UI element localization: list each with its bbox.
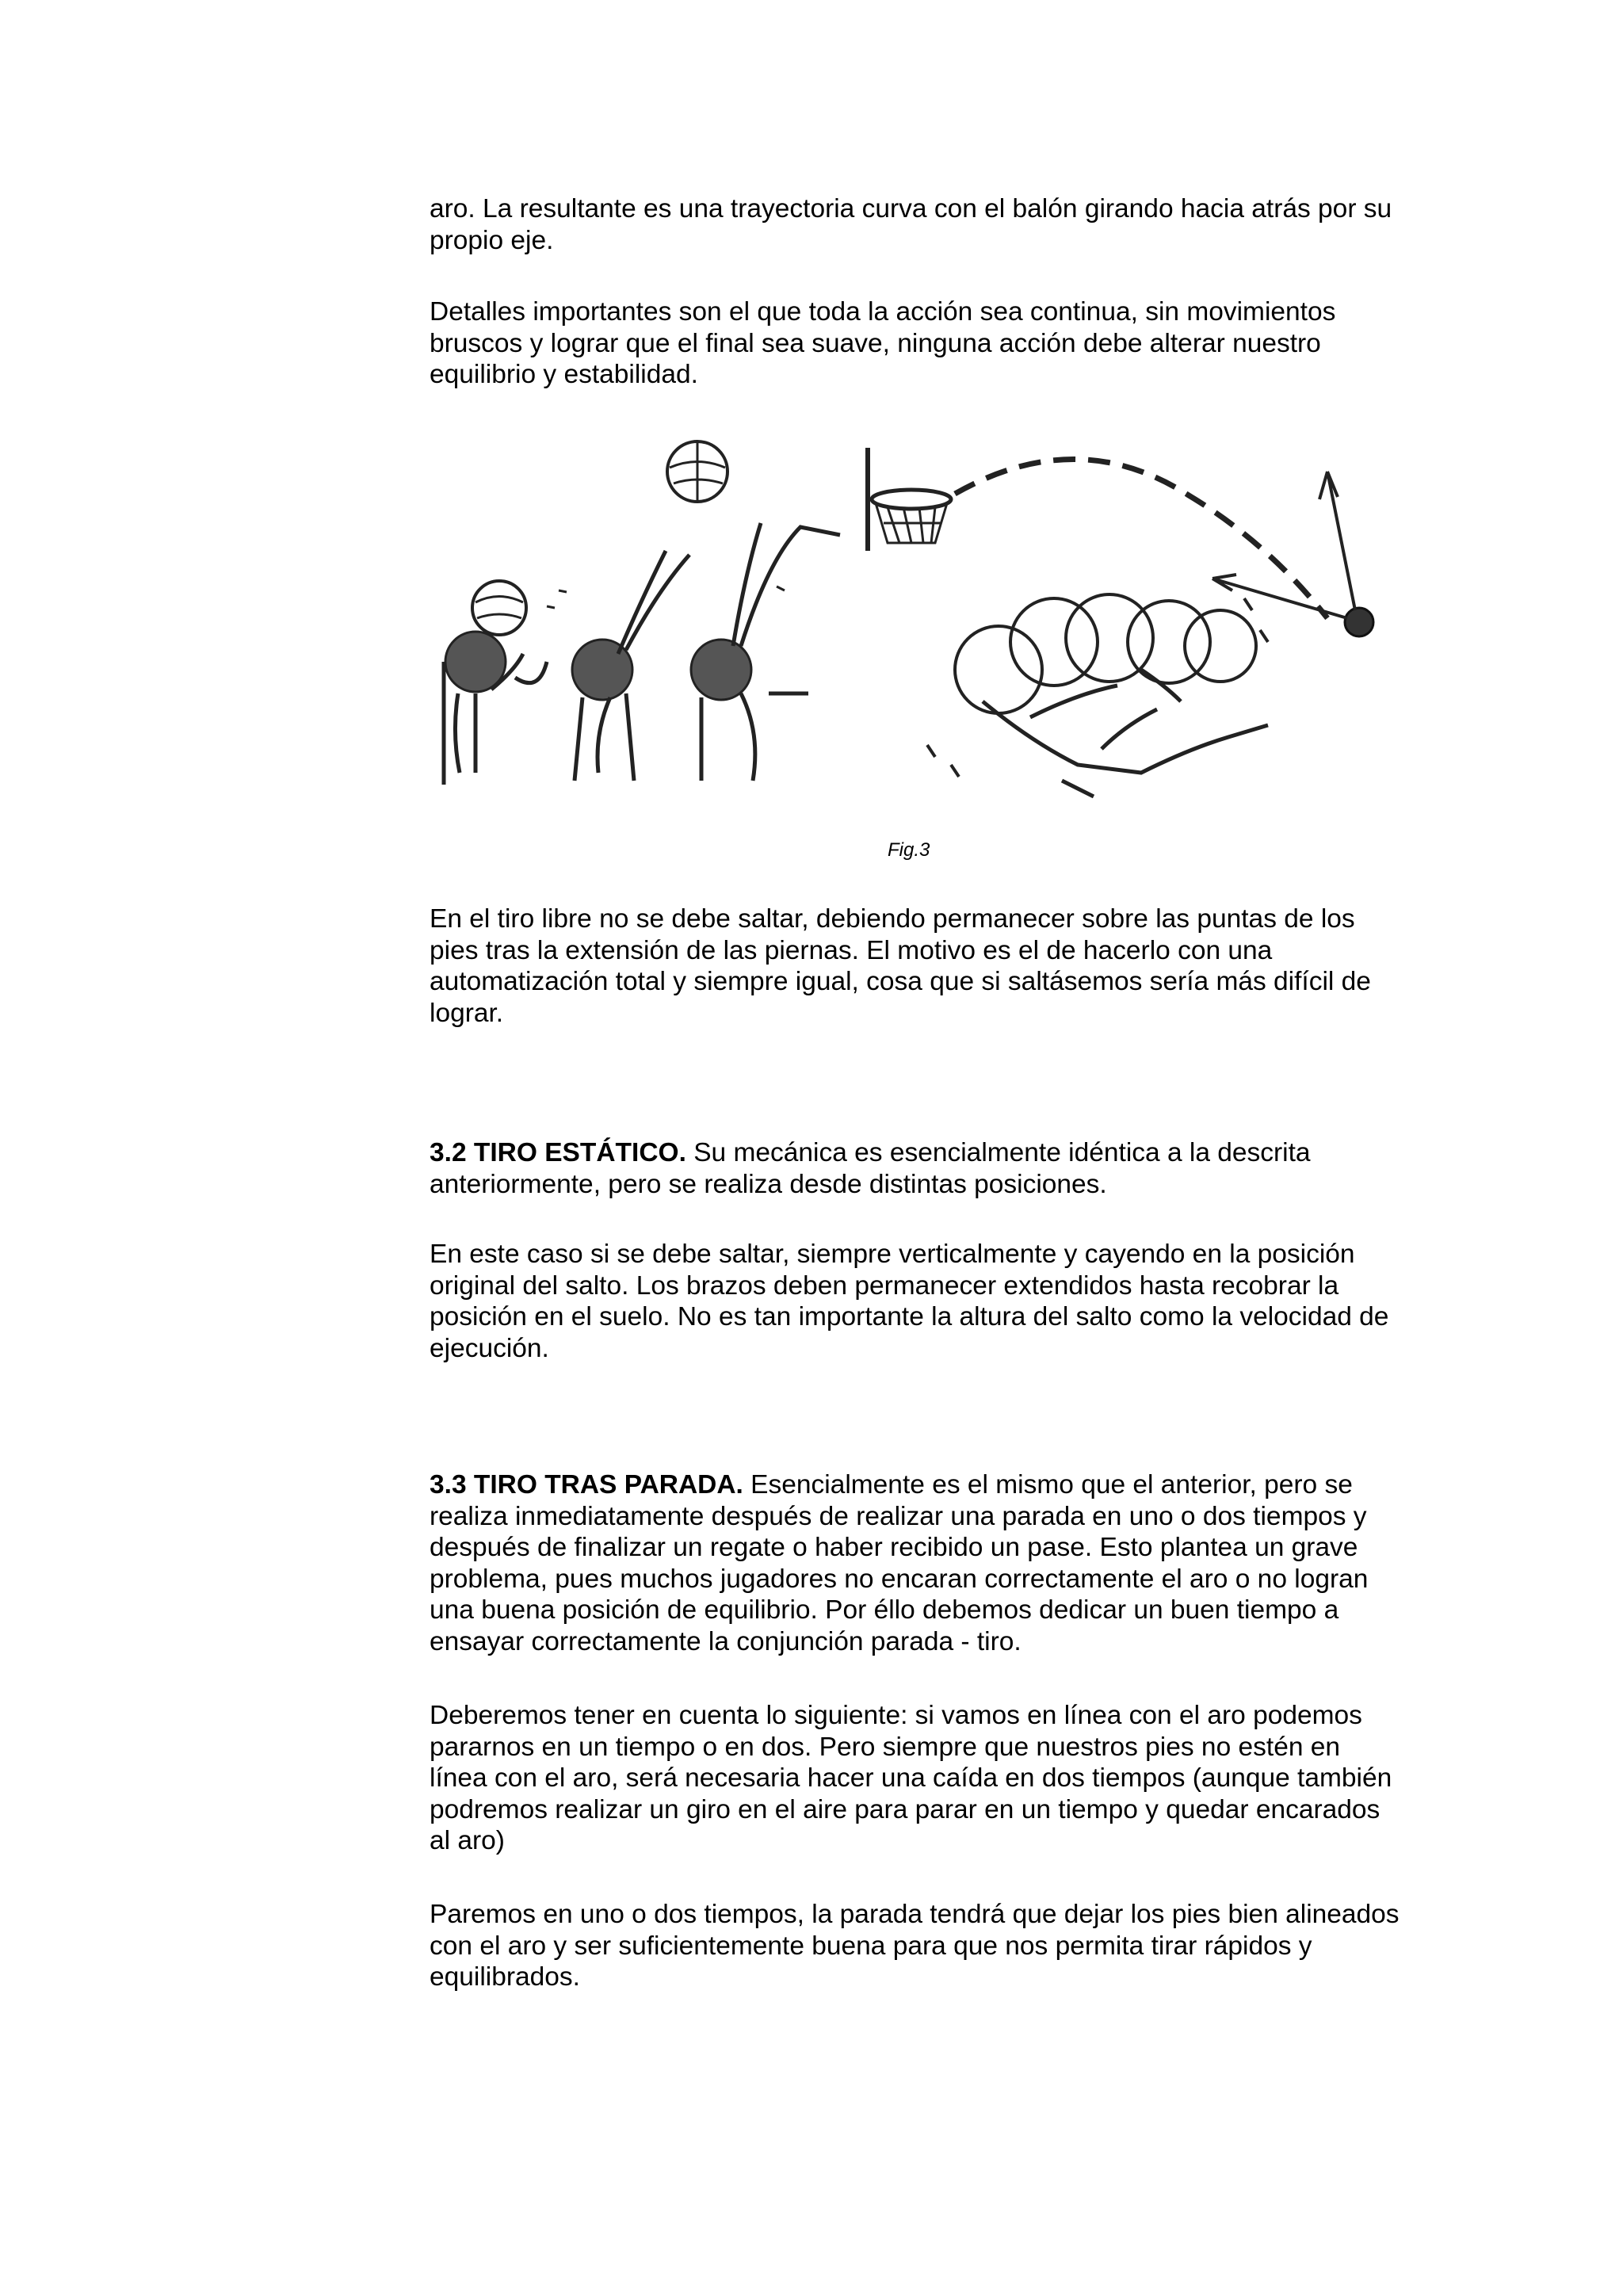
section-heading-32: 3.2 TIRO ESTÁTICO. xyxy=(430,1138,686,1167)
section-heading-33: 3.3 TIRO TRAS PARADA. xyxy=(430,1470,743,1499)
paragraph-intro: aro. La resultante es una trayectoria curva con el balón girando hacia atrás por su propio eje. xyxy=(430,194,1392,255)
basket-drawing xyxy=(868,448,951,551)
section-tiro-estatico xyxy=(430,1137,1404,1200)
paragraph-details: Detalles importantes son el que toda la acción sea continua, sin movimientos bruscos y lograr que el final sea suave, ninguna acción debe alterar nuestro equilibrio y estabilidad. xyxy=(430,297,1336,389)
figure-illustration xyxy=(428,432,1411,804)
section-text-33: Esencialmente es el mismo que el anterior, pero se realiza inmediatamente después de realizar una parada en uno o dos tiempos y después de finalizar un regate o haber recibido un pase. Esto plantea un grave problema, pues muchos jugadores no encaran correctamente el aro o no logran una buena posición de equilibrio. Por éllo debemos dedicar un buen tiempo a ensayar correctamente la conjunción parada - tiro. xyxy=(430,1470,1369,1656)
paragraph-considerations: Deberemos tener en cuenta lo siguiente: si vamos en línea con el aro podemos pararnos en un tiempo o en dos. Pero siempre que nuestros pies no estén en línea con el aro, será necesaria hacer una caída en dos tiempos (aunque también podremos realizar un giro en el aire para parar en un tiempo y quedar encarados al aro) xyxy=(430,1701,1392,1855)
paragraph-stop: Paremos en uno o dos tiempos, la parada tendrá que dejar los pies bien alineados con el aro y ser suficientemente buena para que nos permita tirar rápidos y equilibrados. xyxy=(430,1900,1400,1992)
paragraph-free-throw: En el tiro libre no se debe saltar, debiendo permanecer sobre las puntas de los pies tras la extensión de las piernas. El motivo es el de hacerlo con una automatización total y siempre igual, cosa que si saltásemos sería más difícil de lograr. xyxy=(430,904,1371,1028)
figure-caption: Fig.3 xyxy=(888,839,930,861)
section-text-32: Su mecánica es esencialmente idéntica a la descrita anteriormente, pero se realiza desde distintas posiciones. xyxy=(430,1138,1311,1199)
shooter-sequence-drawing xyxy=(444,441,840,785)
ball-drawing xyxy=(1345,608,1373,636)
paragraph-static-jump: En este caso si se debe saltar, siempre verticalmente y cayendo en la posición original del salto. Los brazos deben permanecer extendidos hasta recobrar la posición en el suelo. No es tan importante la altura del salto como la velocidad de ejecución. xyxy=(430,1240,1389,1363)
section-tiro-tras-parada xyxy=(430,1469,1404,1657)
follow-through-drawing xyxy=(927,594,1268,797)
